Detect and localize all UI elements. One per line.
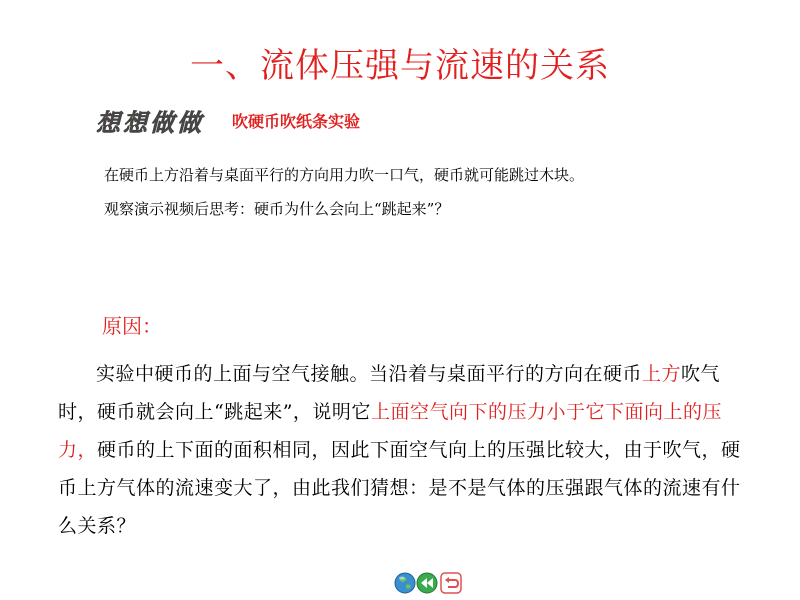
return-icon[interactable] [440,572,462,594]
reason-label: 原因： [102,314,162,338]
reason-text-2: 吹气时，硬币就会向上“跳起来”，说明它 [58,363,721,423]
reason-text-3: 硬币的上下面的面积相同，因此下面空气向上的压强比较大，由于吹气，硬币上方气体的流速变大了，由此我们猜想：是不是气体的压强跟气体的流速有什么关系？ [58,439,741,537]
rewind-icon[interactable] [416,572,438,594]
reason-highlight-2: 上面空气向下的压力小于它下面向上的压力， [58,401,722,461]
intro-line-2: 观察演示视频后思考：硬币为什么会向上“跳起来”？ [104,200,450,218]
experiment-subtitle: 吹硬币吹纸条实验 [232,112,361,131]
svg-text:想想做做: 想想做做 [96,109,204,137]
slide-title: 一、流体压强与流速的关系 [190,46,610,86]
globe-icon[interactable] [394,572,416,594]
intro-line-1: 在硬币上方沿着与桌面平行的方向用力吹一口气，硬币就可能跳过木块。 [104,166,585,184]
think-do-badge [80,104,220,144]
reason-paragraph [58,355,752,545]
reason-highlight-1: 上方 [642,363,682,385]
reason-text-1: 实验中硬币的上面与空气接触。当沿着与桌面平行的方向在硬币 [96,363,643,385]
intro-text [104,158,784,226]
